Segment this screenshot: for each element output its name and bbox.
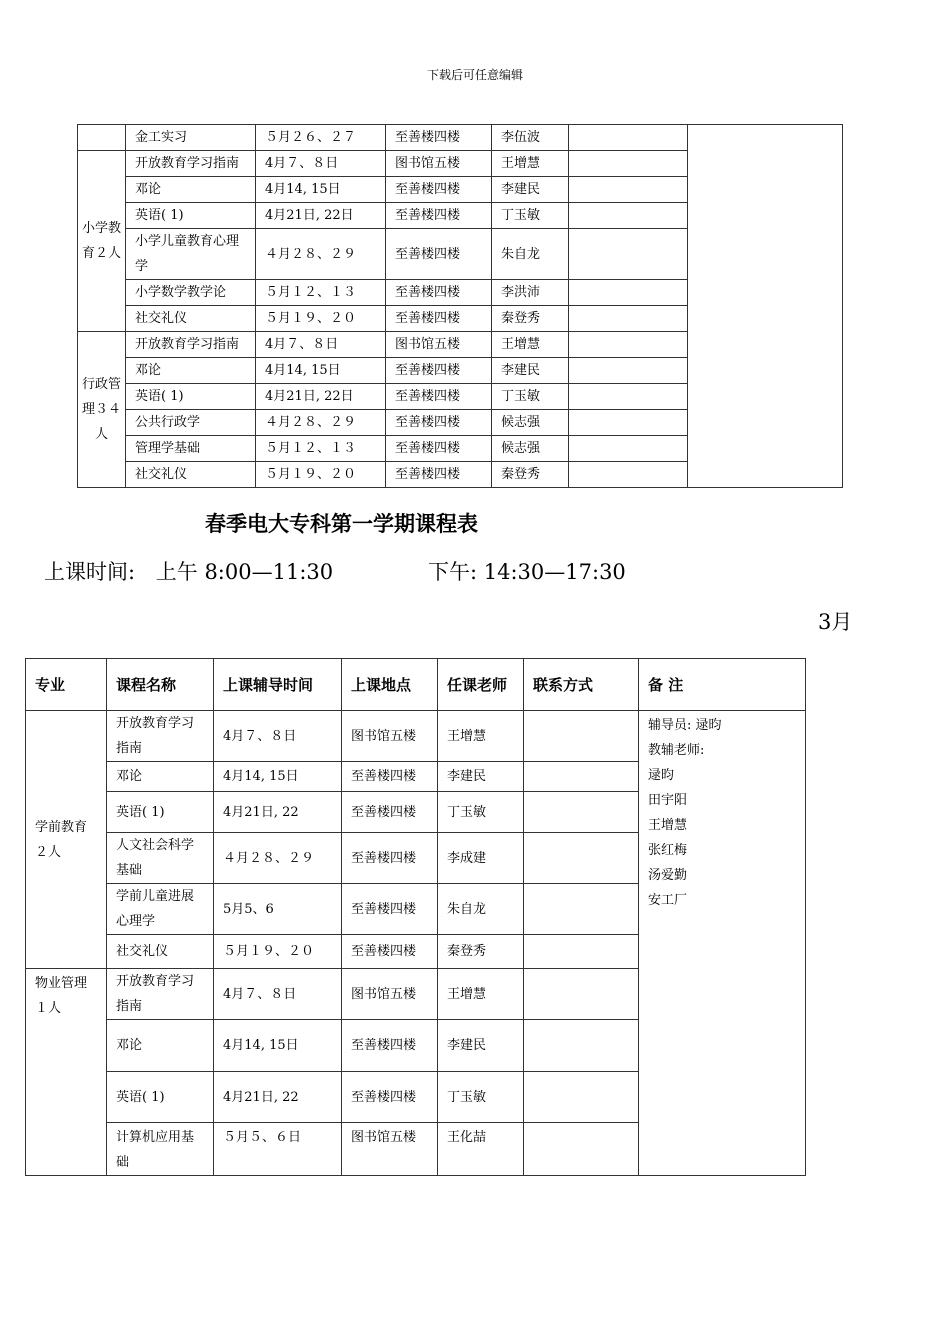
class-place: 至善楼四楼 <box>386 462 492 488</box>
class-place: 至善楼四楼 <box>386 358 492 384</box>
class-place: 至善楼四楼 <box>386 229 492 280</box>
course-name: 开放教育学习指南 <box>107 969 214 1020</box>
course-name: 英语( 1) <box>107 1072 214 1123</box>
schedule-table-continued <box>77 124 843 488</box>
major-group: 物业管理１人 <box>26 969 107 1176</box>
teacher-name: 王增慧 <box>438 969 524 1020</box>
contact-cell <box>569 125 688 151</box>
teacher-name: 朱自龙 <box>438 884 524 935</box>
contact-cell <box>524 833 639 884</box>
class-place: 图书馆五楼 <box>342 711 438 762</box>
contact-cell <box>524 969 639 1020</box>
contact-cell <box>524 792 639 833</box>
class-place: 至善楼四楼 <box>342 935 438 969</box>
class-time: ４月２８、２９ <box>256 410 386 436</box>
contact-cell <box>569 203 688 229</box>
teacher-name: 李建民 <box>438 762 524 792</box>
class-time: 4月７、８日 <box>214 711 342 762</box>
table-row <box>78 125 843 151</box>
class-time: ４月２８、２９ <box>256 229 386 280</box>
class-place: 至善楼四楼 <box>386 384 492 410</box>
teacher-name: 王增慧 <box>438 711 524 762</box>
contact-cell <box>569 358 688 384</box>
note-line: 辅导员: 逯昀 <box>648 718 722 733</box>
note-line: 逯昀 <box>648 768 675 783</box>
class-place: 至善楼四楼 <box>386 280 492 306</box>
teacher-name: 李成建 <box>438 833 524 884</box>
course-name: 管理学基础 <box>126 436 256 462</box>
class-place: 图书馆五楼 <box>386 332 492 358</box>
course-name: 英语( 1) <box>107 792 214 833</box>
teacher-name: 王增慧 <box>492 151 569 177</box>
teacher-name: 候志强 <box>492 410 569 436</box>
teacher-name: 秦登秀 <box>492 462 569 488</box>
course-name: 英语( 1) <box>126 203 256 229</box>
notes-list <box>648 713 796 913</box>
course-name: 社交礼仪 <box>126 462 256 488</box>
class-place: 至善楼四楼 <box>386 410 492 436</box>
table-header-row <box>26 659 806 711</box>
class-time: ５月１２、１３ <box>256 436 386 462</box>
header-note: 备 注 <box>639 659 806 711</box>
contact-cell <box>569 436 688 462</box>
header-time: 上课辅导时间 <box>214 659 342 711</box>
class-time: 4月14, 15日 <box>214 762 342 792</box>
schedule-table <box>25 658 806 1176</box>
teacher-name: 李伍波 <box>492 125 569 151</box>
class-time: 4月７、８日 <box>214 969 342 1020</box>
note-line: 教辅老师: <box>648 743 705 758</box>
teacher-name: 李洪沛 <box>492 280 569 306</box>
class-place: 至善楼四楼 <box>342 1020 438 1072</box>
note-cell <box>688 125 843 488</box>
header-teacher: 任课老师 <box>438 659 524 711</box>
class-place: 至善楼四楼 <box>342 884 438 935</box>
contact-cell <box>524 935 639 969</box>
major-group-label: 学前教育２人 <box>35 819 88 860</box>
contact-cell <box>524 762 639 792</box>
course-name: 邓论 <box>107 1020 214 1072</box>
course-name: 开放教育学习指南 <box>126 151 256 177</box>
class-place: 至善楼四楼 <box>386 125 492 151</box>
course-name: 学前儿童进展心理学 <box>107 884 214 935</box>
major-cell <box>78 125 126 151</box>
class-time: 4月14, 15日 <box>256 358 386 384</box>
contact-cell <box>569 177 688 203</box>
class-time: ５月１２、１３ <box>256 280 386 306</box>
course-name: 邓论 <box>107 762 214 792</box>
header-place: 上课地点 <box>342 659 438 711</box>
note-cell <box>639 711 806 1176</box>
class-place: 至善楼四楼 <box>342 1072 438 1123</box>
class-place: 至善楼四楼 <box>386 177 492 203</box>
course-name: 英语( 1) <box>126 384 256 410</box>
teacher-name: 丁玉敏 <box>492 384 569 410</box>
contact-cell <box>524 1072 639 1123</box>
header-note: 下载后可任意编辑 <box>426 68 523 82</box>
class-time: 4月21日, 22日 <box>256 384 386 410</box>
contact-cell <box>569 332 688 358</box>
course-name: 公共行政学 <box>126 410 256 436</box>
class-time: 4月21日, 22 <box>214 792 342 833</box>
contact-cell <box>569 384 688 410</box>
note-line: 张红梅 <box>648 843 688 858</box>
contact-cell <box>569 306 688 332</box>
contact-cell <box>524 711 639 762</box>
class-time: ５月５、６日 <box>214 1123 342 1176</box>
course-name: 邓论 <box>126 358 256 384</box>
header-major: 专业 <box>26 659 107 711</box>
class-place: 图书馆五楼 <box>342 1123 438 1176</box>
class-time: ４月２８、２９ <box>214 833 342 884</box>
teacher-name: 李建民 <box>492 177 569 203</box>
course-name: 开放教育学习指南 <box>126 332 256 358</box>
contact-cell <box>569 410 688 436</box>
course-name: 金工实习 <box>126 125 256 151</box>
major-group: 行政管理３４人 <box>78 332 126 488</box>
class-time: 4月21日, 22 <box>214 1072 342 1123</box>
class-time: 4月７、８日 <box>256 151 386 177</box>
class-time: 4月７、８日 <box>256 332 386 358</box>
teacher-name: 秦登秀 <box>492 306 569 332</box>
contact-cell <box>569 280 688 306</box>
course-name: 邓论 <box>126 177 256 203</box>
course-name: 小学儿童教育心理学 <box>126 229 256 280</box>
page-title: 春季电大专科第一学期课程表 <box>205 511 478 536</box>
teacher-name: 李建民 <box>492 358 569 384</box>
class-time: ５月２６、２７ <box>256 125 386 151</box>
header-contact: 联系方式 <box>524 659 639 711</box>
note-line: 安工厂 <box>648 893 688 908</box>
course-name: 人文社会科学基础 <box>107 833 214 884</box>
major-group: 小学教育２人 <box>78 151 126 332</box>
class-place: 至善楼四楼 <box>342 762 438 792</box>
note-line: 汤爱勤 <box>648 868 688 883</box>
course-name: 社交礼仪 <box>107 935 214 969</box>
teacher-name: 王化喆 <box>438 1123 524 1176</box>
class-time: 4月14, 15日 <box>214 1020 342 1072</box>
contact-cell <box>524 1020 639 1072</box>
contact-cell <box>524 884 639 935</box>
teacher-name: 李建民 <box>438 1020 524 1072</box>
teacher-name: 王增慧 <box>492 332 569 358</box>
note-line: 王增慧 <box>648 818 688 833</box>
class-time-am: 上午 8:00—11:30 <box>155 560 334 584</box>
major-group <box>26 711 107 969</box>
class-time-pm: 下午: 14:30—17:30 <box>428 560 626 584</box>
contact-cell <box>524 1123 639 1176</box>
class-place: 至善楼四楼 <box>342 833 438 884</box>
course-name: 计算机应用基础 <box>107 1123 214 1176</box>
class-place: 至善楼四楼 <box>386 306 492 332</box>
class-time: ５月１９、２０ <box>256 462 386 488</box>
class-time-label: 上课时间: <box>44 560 136 584</box>
class-time: 4月21日, 22日 <box>256 203 386 229</box>
teacher-name: 朱自龙 <box>492 229 569 280</box>
note-line: 田宇阳 <box>648 793 688 808</box>
course-name: 开放教育学习指南 <box>107 711 214 762</box>
header-course: 课程名称 <box>107 659 214 711</box>
teacher-name: 候志强 <box>492 436 569 462</box>
class-time: 5月5、6 <box>214 884 342 935</box>
teacher-name: 丁玉敏 <box>492 203 569 229</box>
course-name: 小学数学教学论 <box>126 280 256 306</box>
contact-cell <box>569 151 688 177</box>
class-place: 至善楼四楼 <box>386 203 492 229</box>
class-time: ５月１９、２０ <box>256 306 386 332</box>
class-place: 图书馆五楼 <box>386 151 492 177</box>
course-name: 社交礼仪 <box>126 306 256 332</box>
contact-cell <box>569 462 688 488</box>
month-label: 3月 <box>818 610 853 634</box>
class-place: 至善楼四楼 <box>342 792 438 833</box>
class-place: 图书馆五楼 <box>342 969 438 1020</box>
table-row <box>26 711 806 762</box>
class-time-line <box>44 556 626 586</box>
teacher-name: 丁玉敏 <box>438 1072 524 1123</box>
class-time: ５月１９、２０ <box>214 935 342 969</box>
contact-cell <box>569 229 688 280</box>
class-place: 至善楼四楼 <box>386 436 492 462</box>
class-time: 4月14, 15日 <box>256 177 386 203</box>
teacher-name: 秦登秀 <box>438 935 524 969</box>
teacher-name: 丁玉敏 <box>438 792 524 833</box>
